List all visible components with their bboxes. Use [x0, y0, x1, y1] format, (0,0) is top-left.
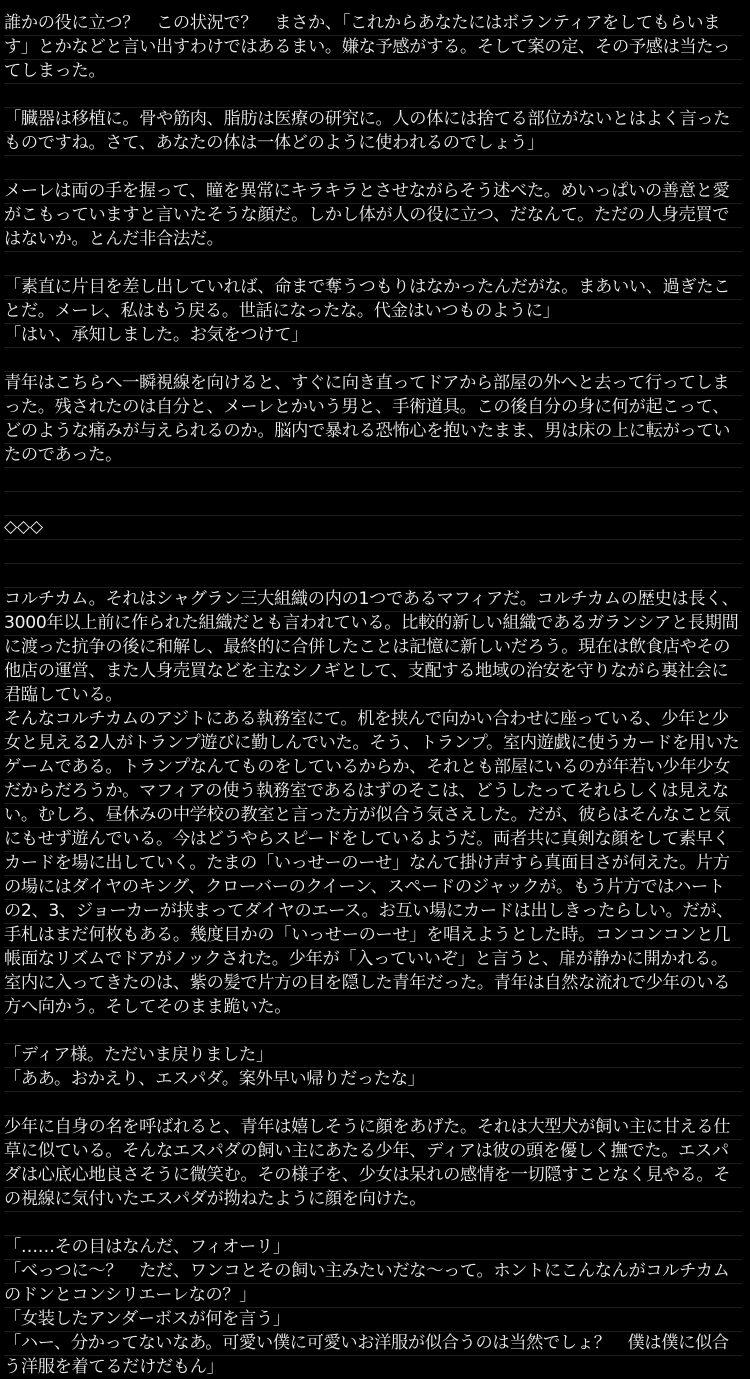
text-line: 少年に自身の名を呼ばれると、青年は嬉しそうに顔をあげた。それは大型犬が飼い主に甘える仕	[4, 1116, 742, 1140]
text-line: 青年はこちらへ一瞬視線を向けると、すぐに向き直ってドアから部屋の外へと去って行ってしま	[4, 372, 742, 396]
blank-line	[4, 1020, 742, 1044]
text-line: ゲームである。トランプなんてものをしているからか、それとも部屋にいるのが年若い少年少女	[4, 756, 742, 780]
text-line: の場にはダイヤのキング、クローバーのクイーン、スペードのジャックが。もう片方ではハート	[4, 876, 742, 900]
text-line: 「ディア様。ただいま戻りました」	[4, 1044, 742, 1068]
text-line: コルチカム。それはシャグラン三大組織の内の1つであるマフィアだ。コルチカムの歴史は長く、	[4, 588, 742, 612]
text-line: にもせず遊んでいる。今はどうやらスピードをしているようだ。両者共に真剣な顔をして素早く	[4, 828, 742, 852]
blank-line	[4, 492, 742, 516]
text-line: ダは心底心地良さそうに微笑む。その様子を、少女は呆れの感情を一切隠すことなく見やる。そ	[4, 1164, 742, 1188]
text-line: 方へ向かう。そしてそのまま跪いた。	[4, 996, 742, 1020]
text-line: そんなコルチカムのアジトにある執務室にて。机を挟んで向かい合わせに座っている、少年と少	[4, 708, 742, 732]
text-line: 誰かの役に立つ？ この状況で？ まさか、「これからあなたにはボランティアをしてもらいま	[4, 12, 742, 36]
blank-line	[4, 564, 742, 588]
text-line: どのような痛みが与えられるのか。脳内で暴れる恐怖心を抱いたまま、男は床の上に転がってい	[4, 420, 742, 444]
text-line: 「臓器は移植に。骨や筋肉、脂肪は医療の研究に。人の体には捨てる部位がないとはよく言った	[4, 108, 742, 132]
text-line: に渡った抗争の後に和解し、最終的に合併したことは記憶に新しいだろう。現在は飲食店やその	[4, 636, 742, 660]
text-line: だからだろうか。マフィアの使う執務室であるはずのそこは、どうしたってそれらしくは見えな	[4, 780, 742, 804]
blank-line	[4, 1212, 742, 1236]
blank-line	[4, 348, 742, 372]
blank-line	[4, 84, 742, 108]
text-line: ものですね。さて、あなたの体は一体どのように使われるのでしょう」	[4, 132, 742, 156]
text-line: 「女装したアンダーボスが何を言う」	[4, 1308, 742, 1332]
blank-line	[4, 468, 742, 492]
text-line: 草に似ている。そんなエスパダの飼い主にあたる少年、ディアは彼の頭を優しく撫でた。エスパ	[4, 1140, 742, 1164]
text-line: のドンとコンシリエーレなの？」	[4, 1284, 742, 1308]
text-line: 室内に入ってきたのは、紫の髪で片方の目を隠した青年だった。青年は自然な流れで少年のいる	[4, 972, 742, 996]
text-line: の視線に気付いたエスパダが拗ねたように顔を向けた。	[4, 1188, 742, 1212]
text-line: 「……その目はなんだ、フィオーリ」	[4, 1236, 742, 1260]
text-line: メーレは両の手を握って、瞳を異常にキラキラとさせながらそう述べた。めいっぱいの善意と愛	[4, 180, 742, 204]
text-line: カードを場に出していく。たまの「いっせーのーせ」なんて掛け声すら真面目さが伺えた。片方	[4, 852, 742, 876]
text-body	[4, 12, 742, 1377]
text-line: 君臨している。	[4, 684, 742, 708]
text-line: たのであった。	[4, 444, 742, 468]
text-line: 帳面なリズムでドアがノックされた。少年が「入っていいぞ」と言うと、扉が静かに開かれる。	[4, 948, 742, 972]
text-line: てしまった。	[4, 60, 742, 84]
text-line: はないか。とんだ非合法だ。	[4, 228, 742, 252]
blank-line	[4, 252, 742, 276]
text-line: がこもっていますと言いたそうな顔だ。しかし体が人の役に立つ、だなんて。ただの人身売買で	[4, 204, 742, 228]
text-line: す」とかなどと言い出すわけではあるまい。嫌な予感がする。そして案の定、その予感は当たっ	[4, 36, 742, 60]
text-line: い。むしろ、昼休みの中学校の教室と言った方が似合う気さえした。だが、彼らはそんなこと気	[4, 804, 742, 828]
text-line: の2、3、ジョーカーが挟まってダイヤのエース。お互い場にカードは出しきったらしい。だが、	[4, 900, 742, 924]
text-line: 「ハー、分かってないなあ。可愛い僕に可愛いお洋服が似合うのは当然でしょ？ 僕は僕に似合	[4, 1332, 742, 1356]
text-line: 「べっつに〜？ ただ、ワンコとその飼い主みたいだな〜って。ホントにこんなんがコルチカム	[4, 1260, 742, 1284]
text-line: 「ああ。おかえり、エスパダ。案外早い帰りだったな」	[4, 1068, 742, 1092]
blank-line	[4, 540, 742, 564]
text-line: 3000年以上前に作られた組織だとも言われている。比較的新しい組織であるガランシアと長期間	[4, 612, 742, 636]
text-line: う洋服を着てるだけだもん」	[4, 1357, 224, 1377]
text-line: とだ。メーレ、私はもう戻る。世話になったな。代金はいつものように」	[4, 300, 742, 324]
text-line: 「はい、承知しました。お気をつけて」	[4, 324, 742, 348]
blank-line	[4, 1092, 742, 1116]
text-line: 手札はまだ何枚もある。幾度目かの「いっせーのーせ」を唱えようとした時。コンコンコンと几	[4, 924, 742, 948]
text-line: 他店の運営、また人身売買などを主なシノギとして、支配する地域の治安を守りながら裏社会に	[4, 660, 742, 684]
blank-line	[4, 156, 742, 180]
text-line: った。残されたのは自分と、メーレとかいう男と、手術道具。この後自分の身に何が起こって、	[4, 396, 742, 420]
text-line: 女と見える2人がトランプ遊びに勤しんでいた。そう、トランプ。室内遊戯に使うカードを用いた	[4, 732, 742, 756]
text-line: ◇◇◇	[4, 516, 742, 540]
text-line: 「素直に片目を差し出していれば、命まで奪うつもりはなかったんだがな。まあいい、過ぎたこ	[4, 276, 742, 300]
